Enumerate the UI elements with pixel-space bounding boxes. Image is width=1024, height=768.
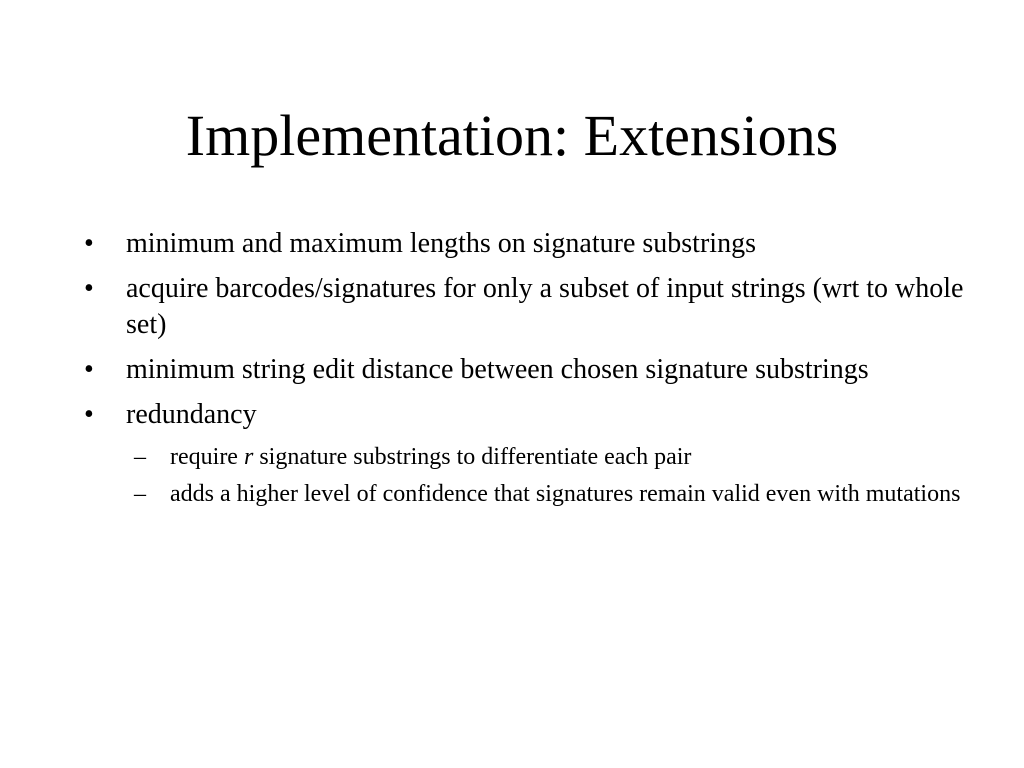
sub-bullet-text: adds a higher level of confidence that signatures remain valid even with mutations: [170, 481, 961, 507]
bullet-text: redundancy: [126, 399, 257, 430]
sub-bullet-list: [84, 442, 964, 510]
bullet-item: [84, 352, 964, 388]
sub-bullet-item: [134, 479, 964, 510]
bullet-text: minimum string edit distance between chosen signature substrings: [126, 354, 869, 385]
slide-title: Implementation: Extensions: [185, 103, 839, 168]
sub-bullet-marker: –: [134, 444, 146, 470]
sub-bullet-text-italic: r: [243, 444, 254, 470]
bullet-marker: •: [84, 354, 94, 385]
sub-bullet-text-pre: require: [170, 444, 244, 470]
sub-bullet-text-post: signature substrings to differentiate each pair: [253, 444, 692, 470]
bullet-marker: •: [84, 228, 94, 259]
bullet-list: [84, 226, 964, 516]
bullet-text: acquire barcodes/signatures for only a subset of input strings (wrt to whole set): [126, 273, 964, 340]
bullet-marker: •: [84, 399, 94, 430]
bullet-text: minimum and maximum lengths on signature substrings: [126, 228, 756, 259]
sub-bullet-marker: –: [134, 481, 146, 507]
bullet-item: [84, 397, 964, 433]
bullet-marker: •: [84, 273, 94, 304]
sub-bullet-item: [134, 442, 964, 473]
bullet-item: [84, 271, 964, 343]
bullet-item: [84, 226, 964, 262]
